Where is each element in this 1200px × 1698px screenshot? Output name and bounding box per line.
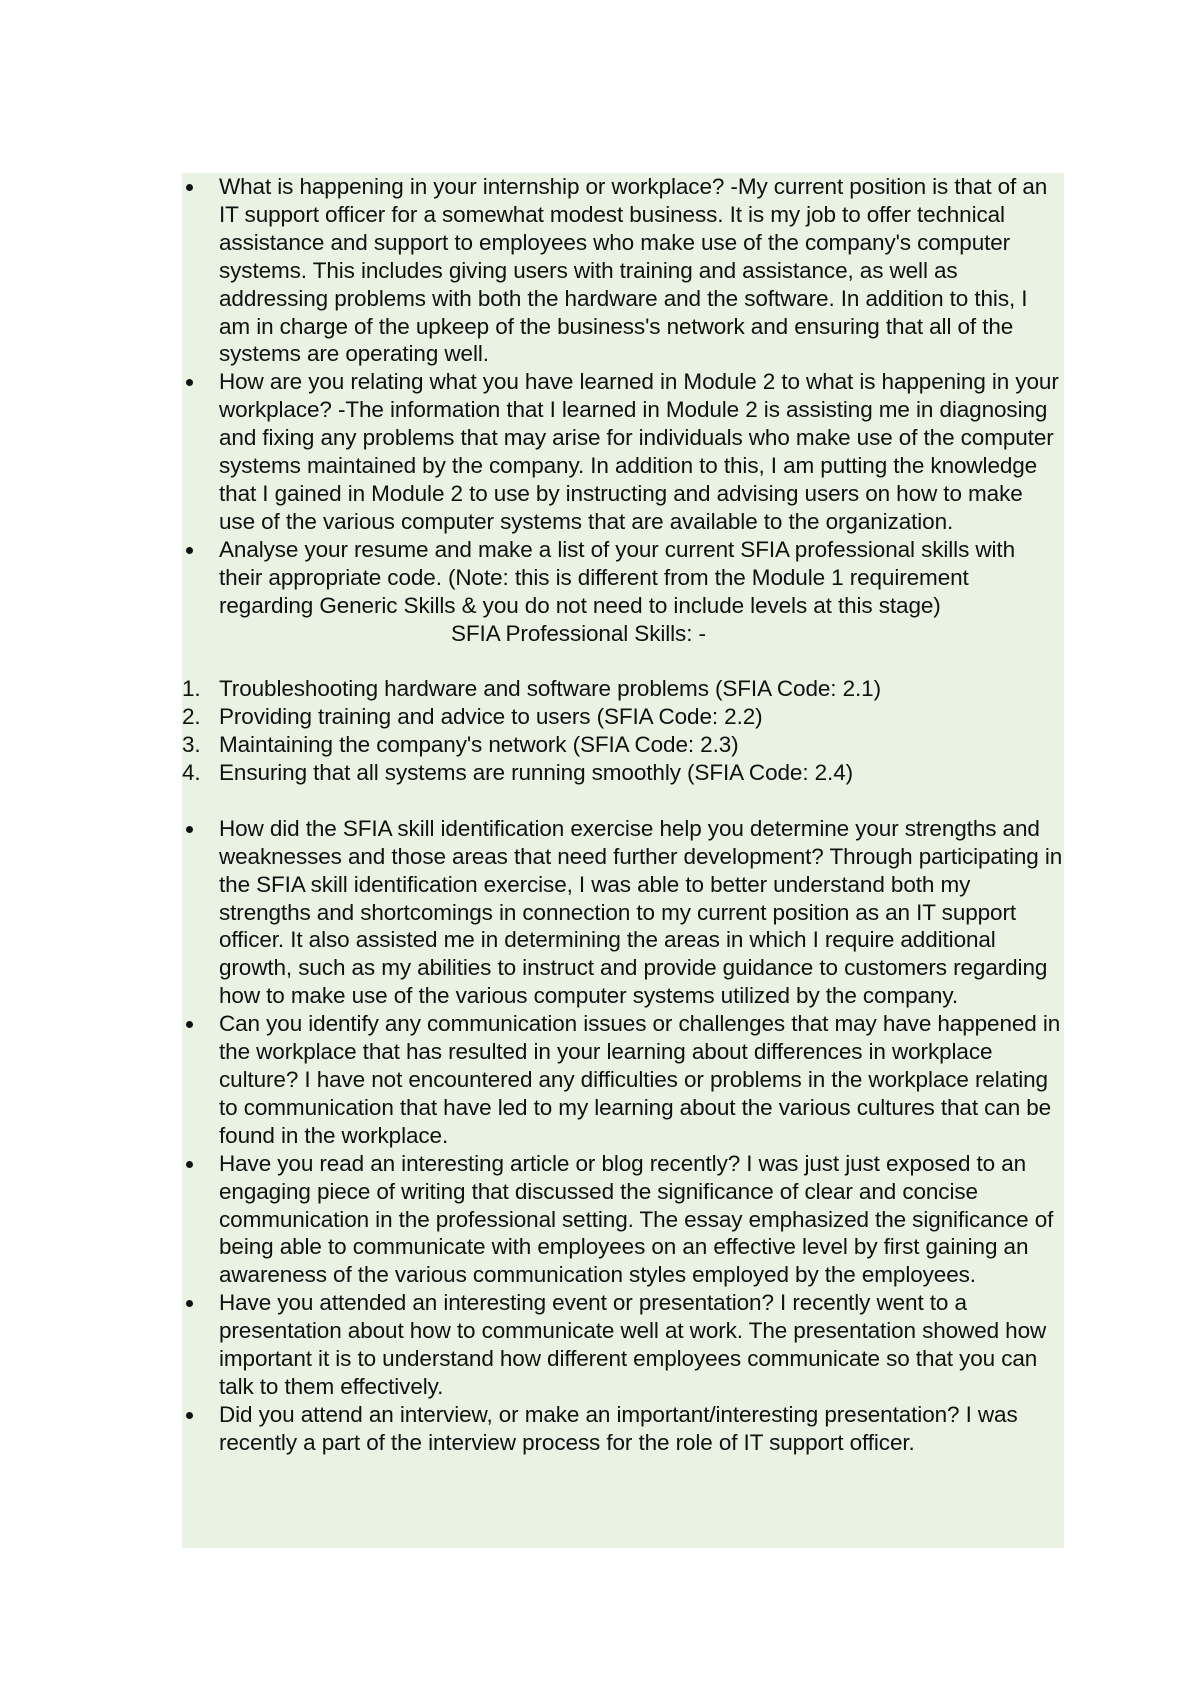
skill-text: Maintaining the company's network (SFIA Code: 2.3): [219, 732, 739, 758]
list-item-text: Analyse your resume and make a list of your current SFIA professional skills with their appropriate code. (Note: this is different from the Module 1 requirement regarding Generic Skills & you do not need to include levels at this stage): [219, 536, 1015, 618]
bullet-icon: [186, 379, 193, 386]
bullet-icon: [186, 1161, 193, 1168]
skill-item: [182, 759, 1064, 787]
bullet-icon: [186, 826, 193, 833]
list-item-communication: [182, 1010, 1064, 1150]
bullet-icon: [186, 1021, 193, 1028]
bullet-icon: [186, 1412, 193, 1419]
highlighted-text-block: [182, 173, 1064, 1548]
list-item-interview: [182, 1401, 1064, 1457]
list-item-text: How are you relating what you have learned in Module 2 to what is happening in your workplace? -The information that I learned in Module 2 is assisting me in diagnosing and fixing any problems that may arise for individuals who make use of the computer systems maintained by the company. In addition to this, I am putting the knowledge that I gained in Module 2 to use by instructing and advising users on how to make use of the various computer systems that are available to the organization.: [219, 369, 1059, 534]
bullet-icon: [186, 547, 193, 554]
list-item-event: [182, 1289, 1064, 1401]
skill-item: [182, 675, 1064, 703]
skill-text: Troubleshooting hardware and software problems (SFIA Code: 2.1): [219, 676, 881, 702]
spacer: [182, 787, 1064, 815]
list-item-text: Have you read an interesting article or blog recently? I was just just exposed to an engaging piece of writing that discussed the significance of clear and concise communication in the professional setting. The essay emphasized the significance of being able to communicate with employees on an effective level by first gaining an awareness of the various communication styles employed by the employees.: [219, 1150, 1054, 1288]
document-body: [182, 173, 1064, 1457]
bullet-icon: [186, 1300, 193, 1307]
skill-item: [182, 731, 1064, 759]
list-item-workplace: [182, 173, 1064, 368]
spacer: [182, 647, 1064, 675]
skill-item: [182, 703, 1064, 731]
list-item-text: Can you identify any communication issues or challenges that may have happened in the workplace that has resulted in your learning about differences in workplace culture? I have not encountered any difficulties or problems in the workplace relating to communication that have led to my learning about the various cultures that can be found in the workplace.: [219, 1011, 1061, 1148]
list-item-text: What is happening in your internship or workplace? -My current position is that of an IT support officer for a somewhat modest business. It is my job to offer technical assistance and support to employees who make use of the company's computer systems. This includes giving users with training and assistance, as well as addressing problems with both the hardware and the software. In addition to this, I am in charge of the upkeep of the business's network and ensuring that all of the systems are operating well.: [219, 174, 1048, 367]
skills-heading: SFIA Professional Skills: -: [451, 620, 706, 646]
skill-number: 2.: [182, 704, 201, 730]
list-item-sfia-exercise: [182, 815, 1064, 1010]
skill-text: Providing training and advice to users (SFIA Code: 2.2): [219, 704, 763, 730]
bullet-icon: [186, 184, 193, 191]
skill-number: 4.: [182, 760, 201, 786]
list-item-module2: [182, 368, 1064, 535]
list-item-text: Have you attended an interesting event or presentation? I recently went to a presentation about how to communicate well at work. The presentation showed how important it is to understand how different employees communicate so that you can talk to them effectively.: [219, 1290, 1047, 1399]
list-item-text: Did you attend an interview, or make an important/interesting presentation? I was recently a part of the interview process for the role of IT support officer.: [219, 1401, 1018, 1455]
skill-text: Ensuring that all systems are running smoothly (SFIA Code: 2.4): [219, 760, 853, 786]
list-item-article: [182, 1150, 1064, 1290]
skill-number: 3.: [182, 732, 201, 758]
list-item-text: How did the SFIA skill identification exercise help you determine your strengths and weaknesses and those areas that need further development? Through participating in the SFIA skill identification exercise, I was able to better understand both my strengths and shortcomings in connection to my current position as an IT support officer. It also assisted me in determining the areas in which I require additional growth, such as my abilities to instruct and provide guidance to customers regarding how to make use of the various computer systems utilized by the company.: [219, 815, 1063, 1009]
list-item-resume: [182, 536, 1064, 648]
skill-number: 1.: [182, 676, 201, 702]
